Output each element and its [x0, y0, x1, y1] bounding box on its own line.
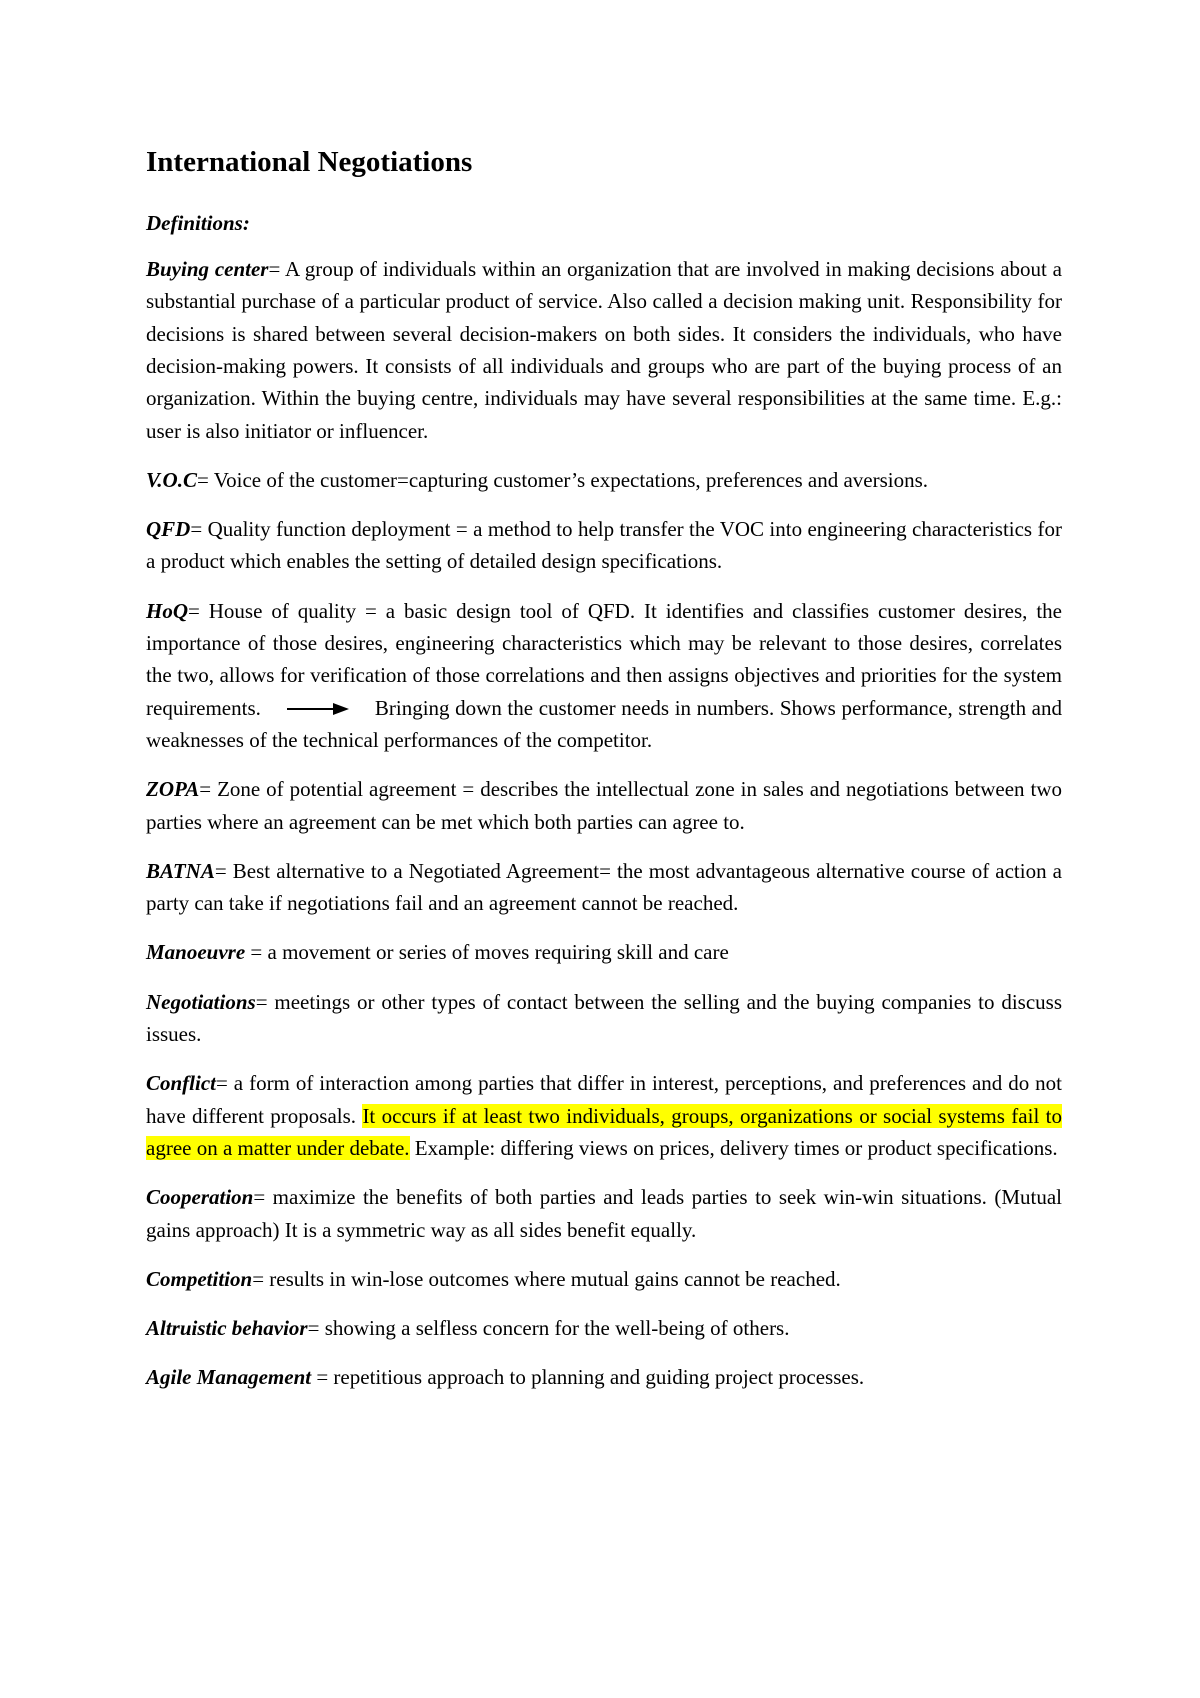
definition-buying-center [146, 253, 1062, 447]
term-agile-management: Agile Management [146, 1365, 312, 1390]
term-conflict: Conflict [146, 1071, 217, 1096]
term-manoeuvre: Manoeuvre [146, 940, 246, 965]
right-arrow-icon [287, 703, 349, 715]
term-cooperation: Cooperation [146, 1185, 254, 1210]
definition-negotiations [146, 986, 1062, 1051]
document-content [146, 145, 1062, 1394]
definition-voc [146, 464, 1062, 496]
definition-text-voc: = Voice of the customer=capturing customer’s expectations, preferences and aversions. [196, 467, 929, 492]
definition-text-hoq-part1: = House of quality = a basic design tool of QFD. It identifies and classifies customer desires, the importance of those desires, engineering characteristics which may be relevant to those desires, correlates the two, allows for verification of those correlations and then assigns objectives and priorities for the system requirements. [146, 598, 1062, 720]
definition-text-qfd: = Quality function deployment = a method to help transfer the VOC into engineering characteristics for a product which enables the setting of detailed design specifications. [146, 517, 1062, 574]
term-voc: V.O.C [146, 467, 197, 492]
definition-text-buying-center: = A group of individuals within an organization that are involved in making decisions about a substantial purchase of a particular product of service. Also called a decision making unit. Responsibility for decisions is shared between several decision-makers on both sides. It considers the individuals, who have decision-making powers. It consists of all individuals and groups who are part of the buying process of an organization. Within the buying centre, individuals may have several responsibilities at the same time. E.g.: user is also initiator or influencer. [146, 257, 1062, 443]
definition-competition [146, 1263, 1062, 1295]
definition-qfd [146, 513, 1062, 578]
definition-text-agile-management: = repetitious approach to planning and guiding project processes. [311, 1365, 865, 1390]
definition-text-negotiations: = meetings or other types of contact between the selling and the buying companies to discuss issues. [146, 989, 1062, 1047]
definition-altruistic-behavior [146, 1312, 1062, 1344]
definition-conflict [146, 1067, 1062, 1164]
definition-text-manoeuvre: = a movement or series of moves requiring skill and care [245, 940, 729, 965]
definitions-heading: Definitions: [146, 210, 250, 235]
definition-text-altruistic-behavior: = showing a selfless concern for the well-being of others. [307, 1316, 790, 1341]
definition-text-batna: = Best alternative to a Negotiated Agreement= the most advantageous alternative course of action a party can take if negotiations fail and an agreement cannot be reached. [146, 858, 1062, 916]
page-title: International Negotiations [146, 146, 473, 178]
term-altruistic-behavior: Altruistic behavior [146, 1316, 308, 1341]
term-negotiations: Negotiations [146, 989, 256, 1014]
term-buying-center: Buying center [146, 257, 269, 282]
term-competition: Competition [146, 1266, 253, 1291]
definition-batna [146, 855, 1062, 920]
definition-text-zopa: = Zone of potential agreement = describes the intellectual zone in sales and negotiations between two parties where an agreement can be met which both parties can agree to. [146, 777, 1062, 834]
term-qfd: QFD [146, 517, 191, 542]
definition-zopa [146, 773, 1062, 838]
term-zopa: ZOPA [146, 777, 200, 802]
definition-cooperation [146, 1181, 1062, 1246]
highlighted-text: It occurs if at least two individuals, groups, organizations or social systems fail to agree on a matter under debate. [146, 1103, 1062, 1160]
definition-text-competition: = results in win-lose outcomes where mutual gains cannot be reached. [252, 1266, 841, 1291]
definition-text-hoq-part2: Bringing down the customer needs in numbers. Shows performance, strength and weaknesses of the technical performances of the competitor. [146, 695, 1062, 752]
definition-text-conflict-part1: = a form of interaction among parties that differ in interest, perceptions, and preferences and do not have different proposals. [146, 1071, 1062, 1128]
definition-text-conflict-part2: Example: differing views on prices, delivery times or product specifications. [409, 1135, 1058, 1160]
definition-hoq [146, 595, 1062, 756]
definition-text-cooperation: = maximize the benefits of both parties and leads parties to seek win-win situations. (Mutual gains approach) It is a symmetric way as all sides benefit equally. [146, 1185, 1062, 1242]
definition-manoeuvre [146, 936, 1062, 968]
definition-agile-management [146, 1361, 1062, 1393]
term-hoq: HoQ [146, 598, 188, 623]
term-batna: BATNA [146, 858, 215, 883]
